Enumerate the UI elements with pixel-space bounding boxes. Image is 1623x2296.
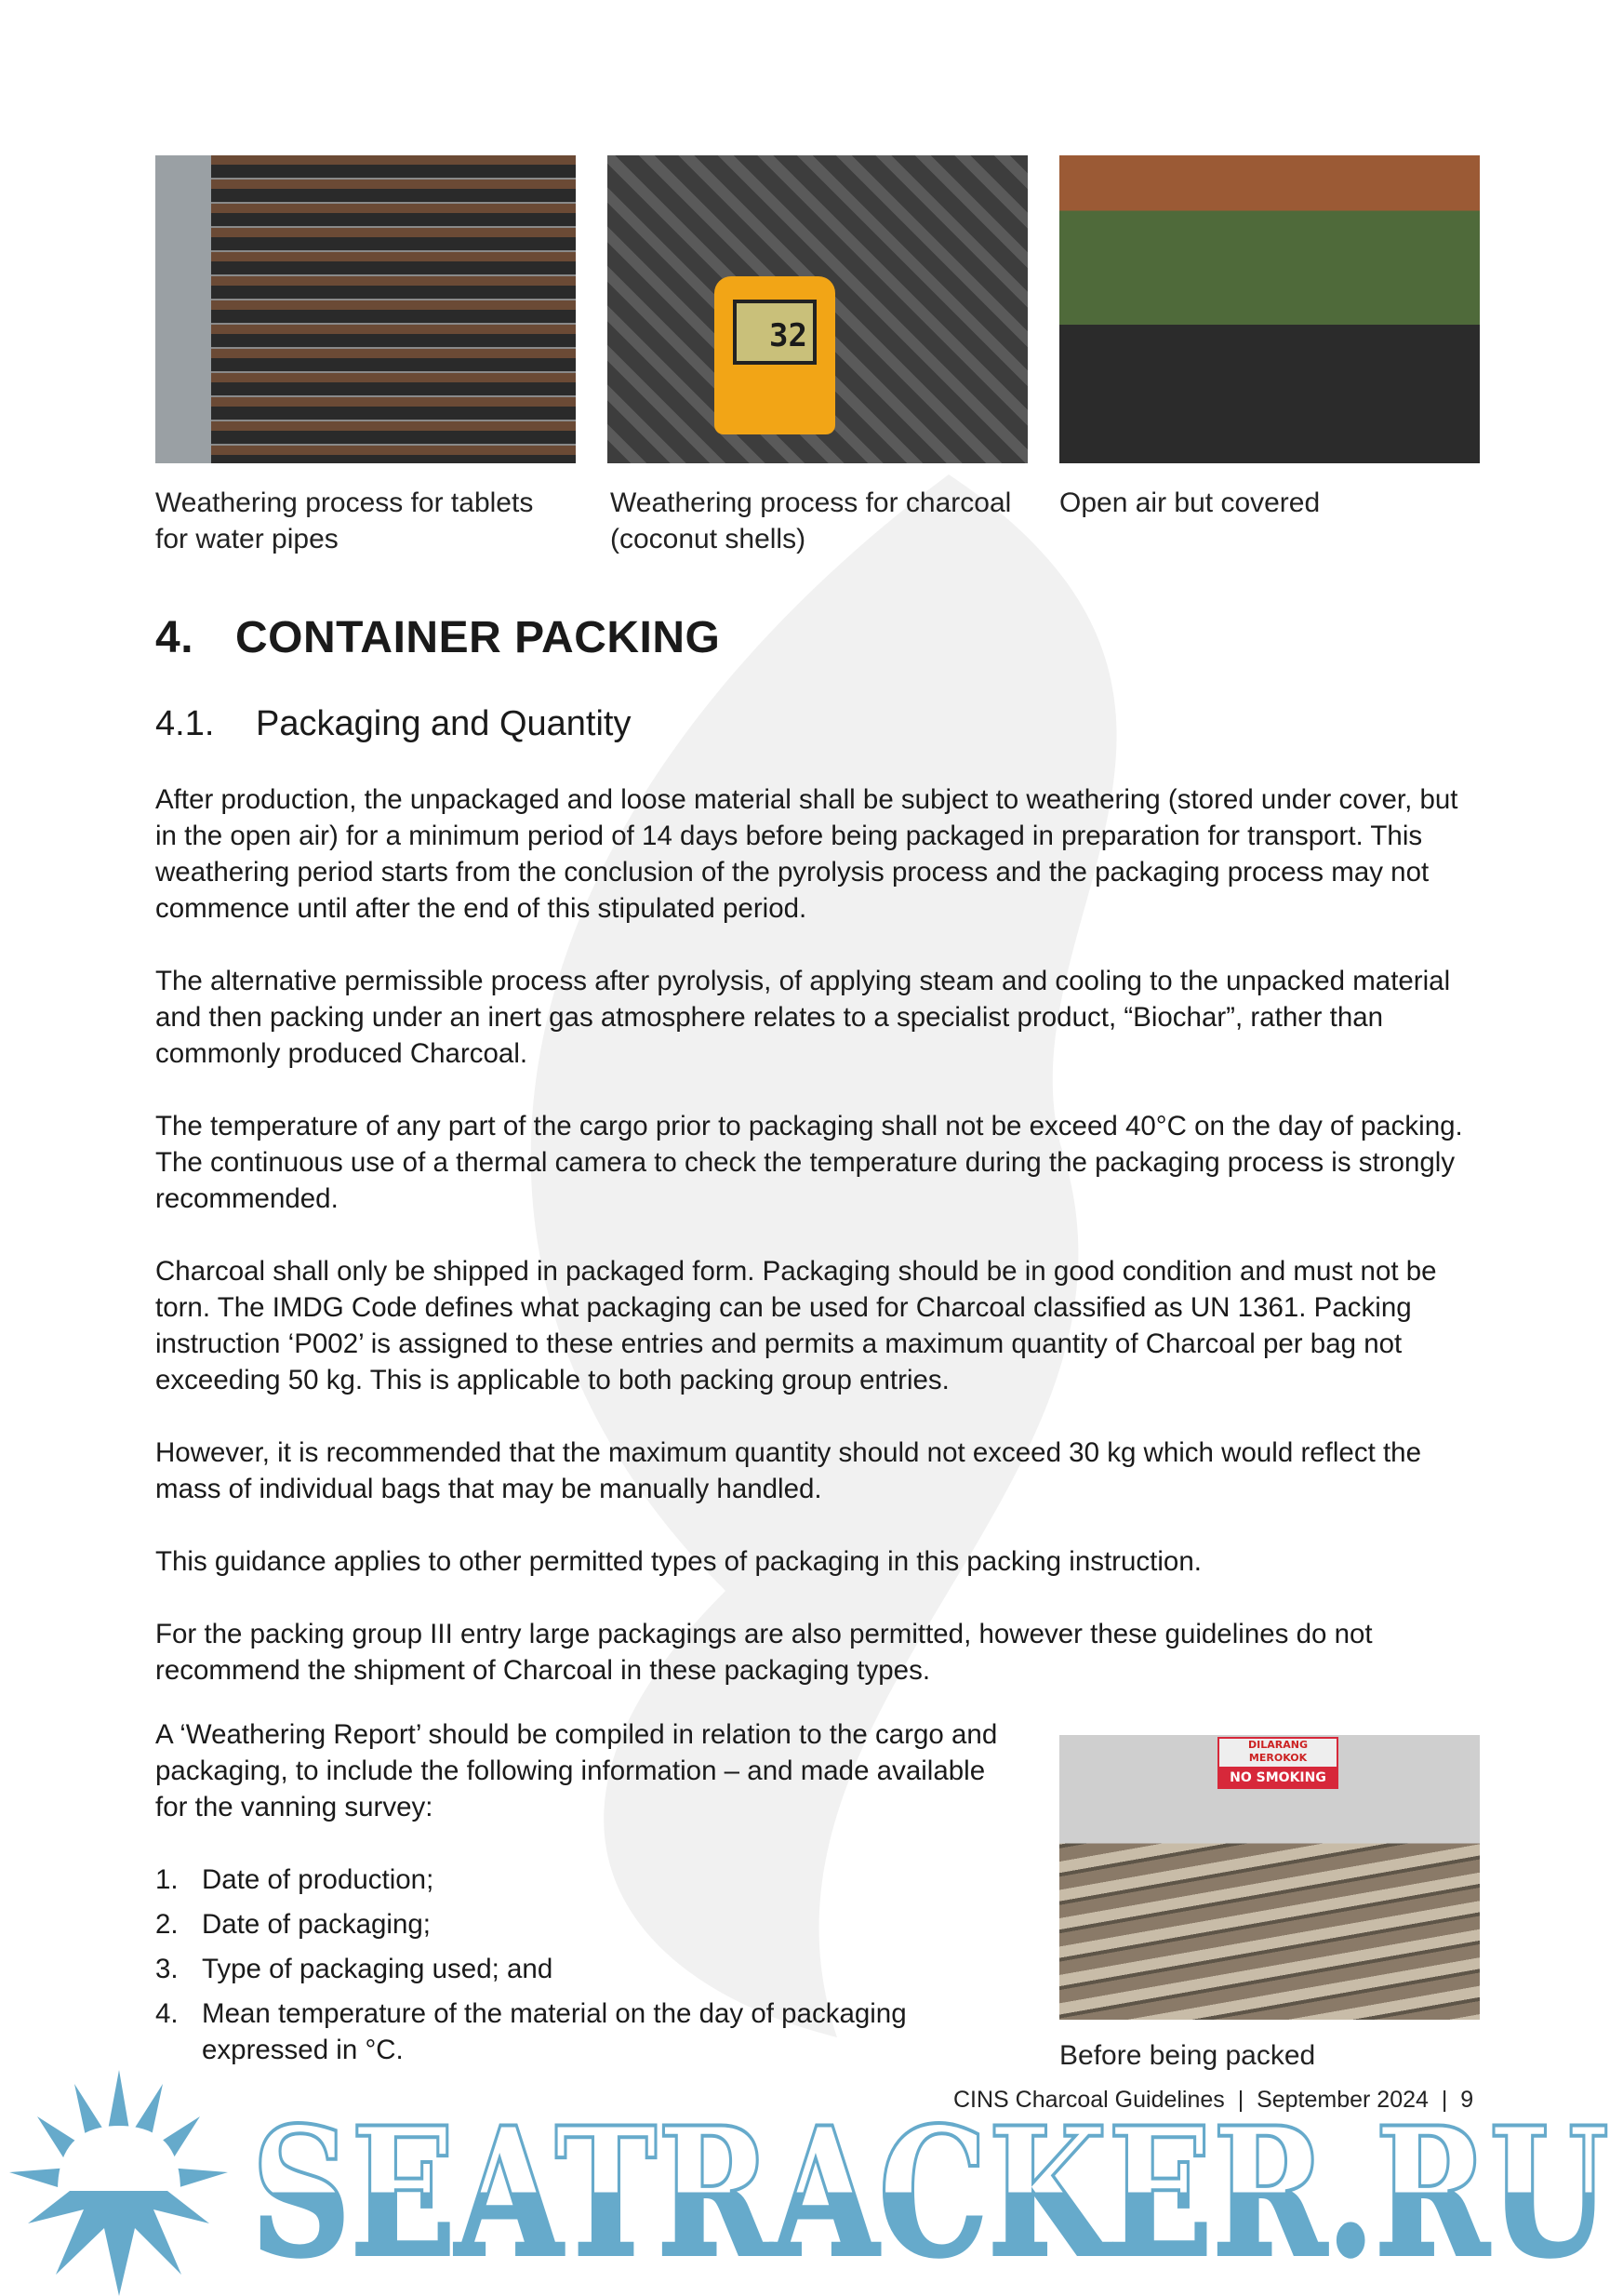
list-item — [155, 1951, 1011, 1987]
photo-covered-storage — [1059, 155, 1480, 463]
paragraph: Charcoal shall only be shipped in packaged form. Packaging should be in good condition and must not be torn. The IMDG Code defines what packaging can be used for Charcoal classified as UN 1361. Packing instruction ‘P002’ is assigned to these entries and permits a maximum quantity of Charcoal per bag not exceeding 50 kg. This is applicable to both packing group entries. — [155, 1256, 1437, 1395]
page-footer: CINS Charcoal Guidelines | September 2024 | 9 — [953, 2087, 1474, 2113]
list-text: Date of production; — [202, 1864, 434, 1895]
sign-text: DILARANG — [1248, 1739, 1308, 1751]
list-item — [155, 1862, 1011, 1898]
list-text: Type of packaging used; and — [202, 1954, 553, 1984]
sign-text: MEROKOK — [1248, 1752, 1308, 1764]
report-list — [155, 1862, 1011, 2068]
watermark-text: SEATRACKER.RU — [251, 2089, 1609, 2296]
list-number: 1. — [155, 1864, 179, 1895]
report-intro: A ‘Weathering Report’ should be compiled in relation to the cargo and packaging, to include the following information – and made available for the vanning survey: — [155, 1719, 998, 1822]
sun-icon — [9, 2070, 228, 2296]
list-number: 3. — [155, 1954, 179, 1984]
thermometer-reading: 32 — [733, 300, 817, 365]
photo-charcoal-thermometer — [607, 155, 1028, 463]
subsection-title: Packaging and Quantity — [256, 704, 632, 743]
paragraph: The temperature of any part of the cargo prior to packaging shall not be exceed 40°C on the day of packing. The continuous use of a thermal camera to check the temperature during the packaging process is strongly recommended. — [155, 1111, 1463, 1214]
paragraph: The alternative permissible process after pyrolysis, of applying steam and cooling to the unpacked material and then packing under an inert gas atmosphere relates to a specialist product, “Biochar”, rather than commonly produced Charcoal. — [155, 966, 1451, 1069]
sign-top — [1219, 1739, 1337, 1767]
photo-caption: Weathering process for charcoal (coconut shells) — [610, 487, 1012, 554]
list-number: 2. — [155, 1909, 179, 1940]
photo-bags-before-packing — [1059, 1735, 1480, 2020]
list-item — [155, 1906, 1011, 1942]
photo-caption: Before being packed — [1059, 2040, 1316, 2071]
subsection-heading — [155, 704, 632, 744]
section-title: CONTAINER PACKING — [235, 613, 721, 662]
sign-text: NO SMOKING — [1230, 1770, 1326, 1785]
list-item — [155, 1996, 1011, 2068]
paragraph: After production, the unpackaged and loose material shall be subject to weathering (stored under cover, but in the open air) for a minimum period of 14 days before being packaged in preparation for transport. This weathering period starts from the conclusion of the pyrolysis process and the packaging process may not commence until after the end of this stipulated period. — [155, 784, 1458, 924]
thermometer-icon — [714, 276, 835, 434]
paragraph: For the packing group III entry large packagings are also permitted, however these guidelines do not recommend the shipment of Charcoal in these packaging types. — [155, 1619, 1373, 1686]
photo-tablet-racks — [155, 155, 576, 463]
section-number: 4. — [155, 613, 194, 662]
photo-caption: Open air but covered — [1059, 487, 1321, 518]
list-text: Mean temperature of the material on the day of packaging expressed in °C. — [202, 1998, 907, 2065]
paragraph: However, it is recommended that the maximum quantity should not exceed 30 kg which would reflect the mass of individual bags that may be manually handled. — [155, 1437, 1421, 1504]
body-text — [155, 781, 1485, 1725]
subsection-number: 4.1. — [155, 704, 215, 743]
paragraph: This guidance applies to other permitted types of packaging in this packing instruction. — [155, 1546, 1202, 1577]
section-heading — [155, 612, 720, 663]
list-number: 4. — [155, 1998, 179, 2029]
list-text: Date of packaging; — [202, 1909, 431, 1940]
photo-caption: Weathering process for tablets for water pipes — [155, 487, 534, 554]
weathering-report-section — [155, 1716, 1011, 2076]
no-smoking-sign — [1217, 1737, 1338, 1789]
